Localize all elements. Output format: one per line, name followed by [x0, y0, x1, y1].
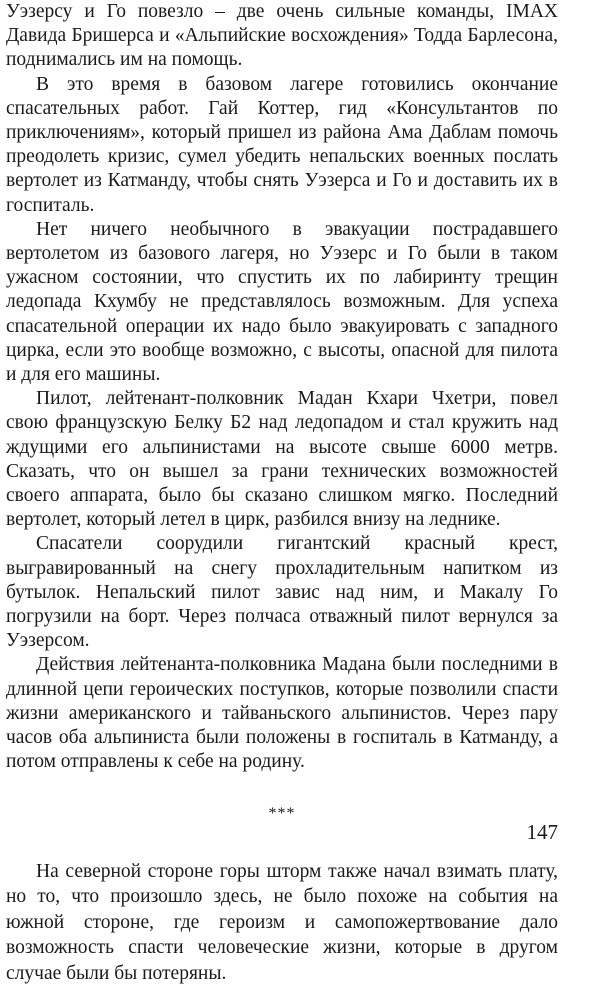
paragraph-4: Пилот, лейтенант-полковник Мадан Кхари Чхетри, повел свою французскую Белку Б2 над ледопадом и стал кружить над ждущими его альпинистами на высоте свыше 6000 метрв. Сказать, что он вышел за грани технических возможностей своего аппарата, было бы сказано слишком мягко. Последний вертолет, который летел в цирк, разбился внизу на леднике.	[6, 387, 558, 532]
paragraph-6: Действия лейтенанта-полковника Мадана были последними в длинной цепи героических поступков, которые позволили спасти жизни американского и тайваньского альпинистов. Через пару часов оба альпиниста были положены в госпиталь в Катманду, а потом отправлены к себе на родину.	[6, 653, 558, 774]
paragraph-1: Уэзерсу и Го повезло – две очень сильные команды, IMAX Давида Бришерса и «Альпийские восхождения» Тодда Барлесона, поднимались им на помощь.	[6, 0, 558, 73]
paragraph-3: Нет ничего необычного в эвакуации пострадавшего вертолетом из базового лагеря, но Уэзерс и Го были в таком ужасном состоянии, что спустить их по лабиринту трещин ледопада Кхумбу не представлялось возможным. Для успеха спасательной операции их надо было эвакуировать с западного цирка, если это вообще возможно, с высоты, опасной для пилота и для его машины.	[6, 218, 558, 387]
paragraph-final: На северной стороне горы шторм также начал взимать плату, но то, что произошло здесь, не было похоже на события на южной стороне, где героизм и самопожертвование дало возможность спасти человеческие жизни, которые в другом случае были бы потеряны.	[6, 859, 558, 986]
section-separator: ***	[6, 805, 558, 823]
paragraph-2: В это время в базовом лагере готовились окончание спасательных работ. Гай Коттер, гид «Консультантов по приключениям», который пришел из района Ама Даблам помочь преодолеть кризис, сумел убедить непальских военных послать вертолет из Катманду, чтобы снять Уэзерса и Го и доставить их в госпиталь.	[6, 73, 558, 218]
page-number: 147	[527, 820, 559, 845]
paragraph-5: Спасатели соорудили гигантский красный крест, выгравированный на снегу прохладительным напитком из бутылок. Непальский пилот завис над ним, и Макалу Го погрузили на борт. Через полчаса отважный пилот вернулся за Уэзерсом.	[6, 532, 558, 653]
page-body	[6, 0, 558, 986]
